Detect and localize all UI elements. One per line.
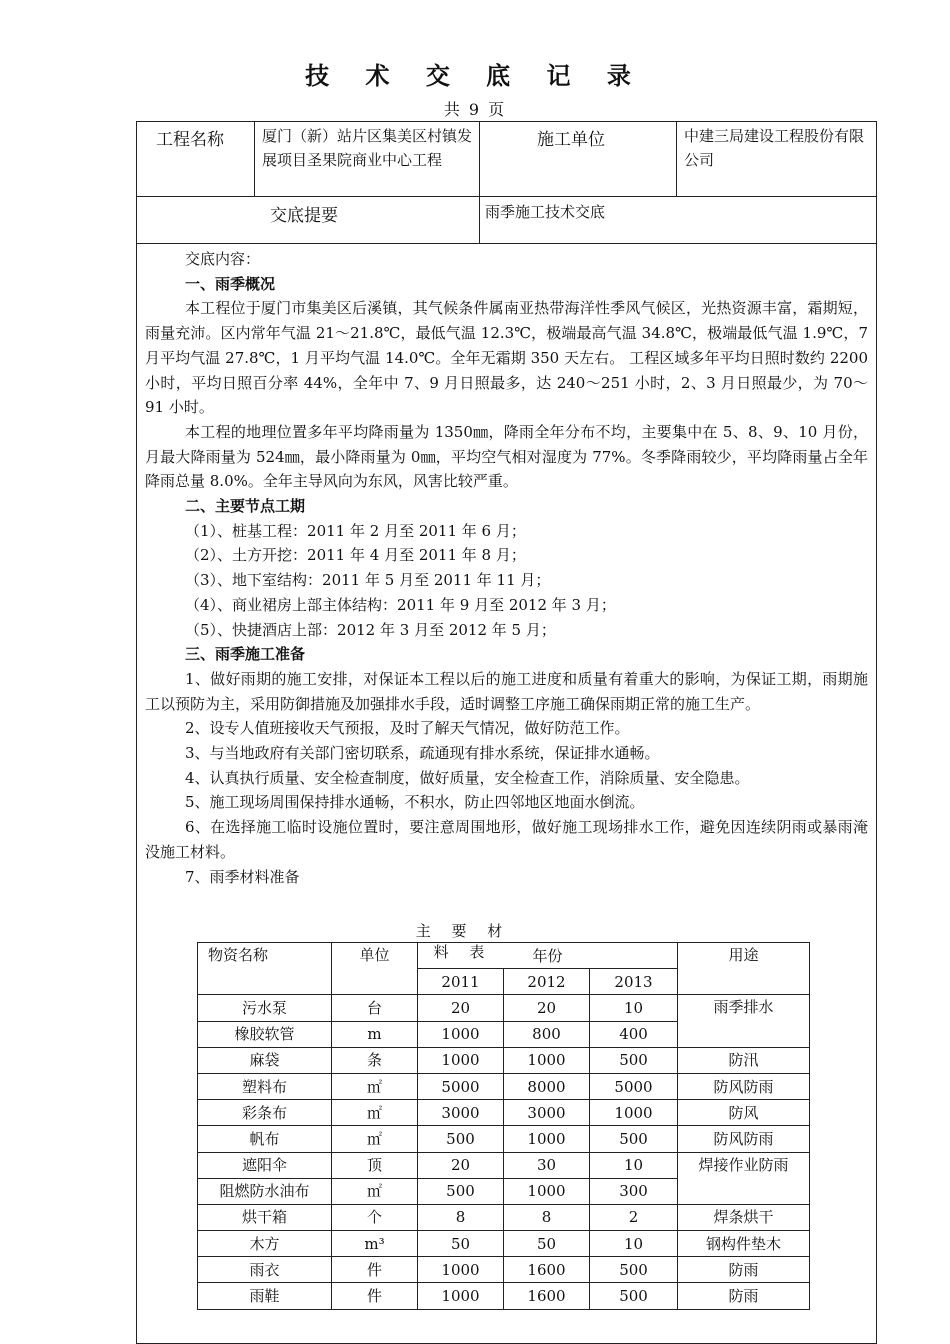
prep-item: 4、认真执行质量、安全检查制度，做好质量，安全检查工作，消除质量、安全隐患。 [185, 768, 750, 787]
material-use: 雨季排水 [678, 995, 810, 1047]
qty-2012: 50 [504, 1231, 590, 1257]
contractor-value: 中建三局建设工程股份有限公司 [684, 127, 865, 169]
qty-2013: 500 [590, 1257, 678, 1283]
schedule-item: （4）、商业裙房上部主体结构：2011 年 9 月至 2012 年 3 月； [185, 595, 616, 614]
material-unit: 条 [332, 1047, 418, 1073]
divider [136, 196, 877, 197]
material-unit: ㎡ [332, 1073, 418, 1099]
material-unit: 件 [332, 1283, 418, 1309]
qty-2013: 10 [590, 1231, 678, 1257]
schedule-item: （3）、地下室结构：2011 年 5 月至 2011 年 11 月； [185, 571, 551, 590]
table-row [198, 1257, 810, 1283]
materials-table-title: 主 要 材 料 表 [415, 922, 511, 961]
qty-2013: 500 [590, 1283, 678, 1309]
qty-2012: 20 [504, 995, 590, 1021]
divider [479, 121, 480, 243]
material-unit: ㎡ [332, 1100, 418, 1126]
material-use: 防雨 [678, 1257, 810, 1283]
table-row [198, 1283, 810, 1309]
header-2012: 2012 [504, 969, 590, 995]
qty-2011: 500 [418, 1126, 504, 1152]
material-name: 彩条布 [198, 1100, 332, 1126]
header-name: 物资名称 [198, 943, 332, 995]
table-row [198, 1047, 810, 1073]
project-name-label: 工程名称 [156, 130, 224, 150]
material-name: 雨鞋 [198, 1283, 332, 1309]
qty-2013: 300 [590, 1178, 678, 1204]
summary-value: 雨季施工技术交底 [485, 203, 606, 221]
qty-2011: 1000 [418, 1021, 504, 1047]
material-unit: m [332, 1021, 418, 1047]
material-name: 遮阳伞 [198, 1152, 332, 1178]
content-intro: 交底内容： [185, 250, 261, 268]
material-unit: ㎡ [332, 1178, 418, 1204]
header-2013: 2013 [590, 969, 678, 995]
qty-2011: 500 [418, 1178, 504, 1204]
material-unit: 个 [332, 1204, 418, 1230]
qty-2012: 1600 [504, 1257, 590, 1283]
qty-2013: 2 [590, 1204, 678, 1230]
table-row [198, 1231, 810, 1257]
material-name: 帆布 [198, 1126, 332, 1152]
table-row [198, 995, 810, 1021]
qty-2013: 10 [590, 1152, 678, 1178]
material-use: 防雨 [678, 1283, 810, 1309]
qty-2013: 500 [590, 1047, 678, 1073]
schedule-item: （1）、桩基工程：2011 年 2 月至 2011 年 6 月； [185, 521, 526, 540]
table-row [198, 1100, 810, 1126]
material-use: 防风 [678, 1100, 810, 1126]
qty-2012: 8 [504, 1204, 590, 1230]
schedule-item: （2）、土方开挖：2011 年 4 月至 2011 年 8 月； [185, 546, 526, 565]
qty-2013: 10 [590, 995, 678, 1021]
table-row [198, 1152, 810, 1178]
qty-2013: 5000 [590, 1073, 678, 1099]
qty-2012: 1600 [504, 1283, 590, 1309]
material-name: 烘干箱 [198, 1204, 332, 1230]
material-unit: 件 [332, 1257, 418, 1283]
prep-item: 6、在选择施工临时设施位置时，要注意周围地形，做好施工现场排水工作，避免因连续阴雨或暴雨淹没施工材料。 [145, 818, 868, 861]
document-title: 技 术 交 底 记 录 [305, 61, 645, 90]
qty-2011: 1000 [418, 1047, 504, 1073]
prep-item: 3、与当地政府有关部门密切联系，疏通现有排水系统，保证排水通畅。 [185, 744, 660, 763]
qty-2012: 8000 [504, 1073, 590, 1099]
paragraph: 本工程的地理位置多年平均降雨量为 1350㎜，降雨全年分布不均，主要集中在 5、8、9、10 月份，月最大降雨量为 524㎜，最小降雨量为 0㎜，平均空气相对湿度为 77%。冬季降雨较少，平均降雨量占全年降雨总量 8.0%。全年主导风向为东风，风害比较严重。 [145, 422, 868, 491]
prep-item: 2、设专人值班接收天气预报，及时了解天气情况，做好防范工作。 [185, 719, 630, 738]
divider [136, 243, 877, 244]
summary-label: 交底提要 [270, 206, 338, 226]
contractor-label: 施工单位 [537, 130, 605, 150]
disclosure-content [145, 247, 868, 889]
table-row [198, 1073, 810, 1099]
material-use: 焊条烘干 [678, 1204, 810, 1230]
header-year: 年份 [418, 943, 678, 969]
prep-item: 1、做好雨期的施工安排，对保证本工程以后的施工进度和质量有着重大的影响，为保证工期，雨期施工以预防为主，采用防御措施及加强排水手段，适时调整工序施工确保雨期正常的施工生产。 [145, 669, 868, 713]
material-use: 防汛 [678, 1047, 810, 1073]
qty-2012: 1000 [504, 1047, 590, 1073]
table-row [198, 1126, 810, 1152]
qty-2012: 30 [504, 1152, 590, 1178]
header-2011: 2011 [418, 969, 504, 995]
material-use: 防风防雨 [678, 1073, 810, 1099]
qty-2013: 1000 [590, 1100, 678, 1126]
header-unit: 单位 [332, 943, 418, 995]
material-use: 焊接作业防雨 [678, 1152, 810, 1204]
materials-table [197, 942, 810, 1310]
paragraph: 本工程位于厦门市集美区后溪镇，其气候条件属南亚热带海洋性季风气候区，光热资源丰富，霜期短，雨量充沛。区内常年气温 21～21.8℃，最低气温 12.3℃，极端最高气温 34.8℃，极端最低气温 1.9℃，7 月平均气温 27.8℃，1 月平均气温 14.0℃。全年无霜期 350 天左右。 工程区域多年平均日照时数约 2200 小时，平均日照百分率 44%，全年中 7、9 月日照最多，达 240～251 小时，2、3 月日照最少，为 70～91 小时。 [145, 299, 868, 417]
material-name: 木方 [198, 1231, 332, 1257]
qty-2012: 800 [504, 1021, 590, 1047]
material-unit: m³ [332, 1231, 418, 1257]
qty-2012: 1000 [504, 1126, 590, 1152]
material-use: 防风防雨 [678, 1126, 810, 1152]
divider [676, 121, 677, 196]
qty-2011: 1000 [418, 1283, 504, 1309]
material-use: 钢构件垫木 [678, 1231, 810, 1257]
qty-2012: 1000 [504, 1178, 590, 1204]
qty-2011: 50 [418, 1231, 504, 1257]
prep-item: 5、施工现场周围保持排水通畅，不积水，防止四邻地区地面水倒流。 [185, 793, 645, 812]
prep-item: 7、雨季材料准备 [185, 867, 300, 886]
header-use: 用途 [678, 943, 810, 995]
divider [254, 121, 255, 196]
table-header-row [198, 943, 810, 969]
page-count: 共 9 页 [443, 100, 507, 119]
qty-2011: 1000 [418, 1257, 504, 1283]
qty-2013: 500 [590, 1126, 678, 1152]
project-name-value: 厦门（新）站片区集美区村镇发展项目圣果院商业中心工程 [262, 127, 473, 169]
section-title: 一、雨季概况 [185, 274, 276, 293]
material-unit: 顶 [332, 1152, 418, 1178]
material-name: 雨衣 [198, 1257, 332, 1283]
section-title: 二、主要节点工期 [185, 497, 306, 516]
qty-2011: 5000 [418, 1073, 504, 1099]
material-name: 塑料布 [198, 1073, 332, 1099]
material-name: 橡胶软管 [198, 1021, 332, 1047]
qty-2011: 3000 [418, 1100, 504, 1126]
qty-2011: 20 [418, 1152, 504, 1178]
qty-2013: 400 [590, 1021, 678, 1047]
material-unit: 台 [332, 995, 418, 1021]
qty-2011: 8 [418, 1204, 504, 1230]
qty-2011: 20 [418, 995, 504, 1021]
material-name: 污水泵 [198, 995, 332, 1021]
table-row [198, 1204, 810, 1230]
qty-2012: 3000 [504, 1100, 590, 1126]
material-name: 麻袋 [198, 1047, 332, 1073]
section-title: 三、雨季施工准备 [185, 645, 306, 664]
material-name: 阻燃防水油布 [198, 1178, 332, 1204]
material-unit: ㎡ [332, 1126, 418, 1152]
schedule-item: （5）、快捷酒店上部：2012 年 3 月至 2012 年 5 月； [185, 620, 556, 639]
